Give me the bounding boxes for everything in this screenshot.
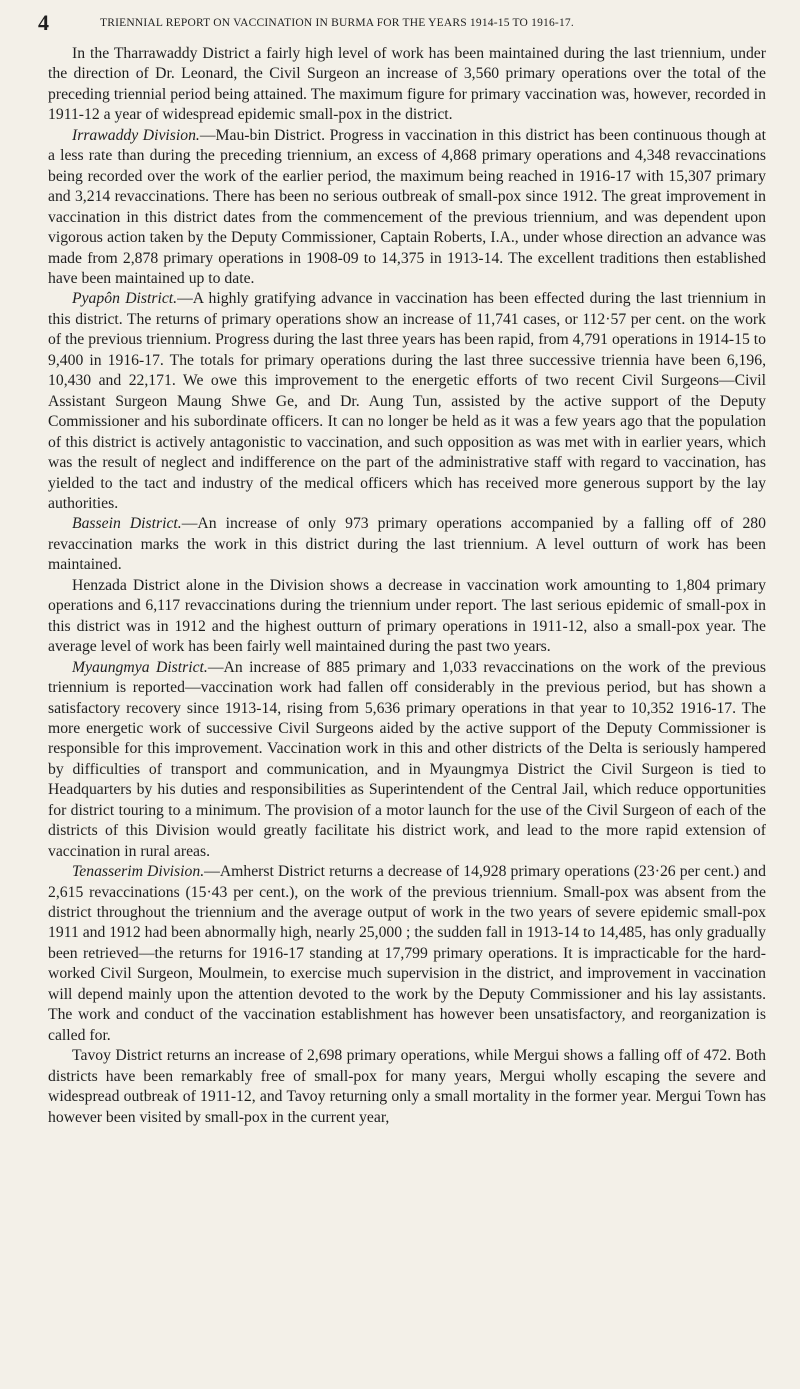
paragraph-pyapon [48, 289, 766, 514]
paragraph-text: In the Tharrawaddy District a fairly high level of work has been maintained during the last triennium, under the direction of Dr. Leonard, the Civil Surgeon an increase of 3,560 primary operations over the total of the preceding triennial period being attained. The maximum figure for primary vaccination was, however, recorded in 1911-12 a year of widespread epidemic small-pox in the district. [48, 45, 766, 124]
body-text [48, 44, 766, 1128]
paragraph-maubin [48, 126, 766, 290]
section-heading: Irrawaddy Division. [72, 126, 200, 144]
section-heading: Tenasserim Division. [72, 863, 205, 881]
paragraph-text: —Amherst District returns a decrease of 14,928 primary operations (23·26 per cent.) and 2,615 revaccinations (15·43 per cent.), on the work of the previous triennium. Small-pox was absent from the district throughout the triennium and the average output of work in the two years of severe epidemic small-pox 1911 and 1912 had been abnormally high, nearly 25,000 ; the sudden fall in 1913-14 to 14,485, has only gradually been retrieved—the returns for 1916-17 standing at 17,799 primary operations. It is impracticable for the hard-worked Civil Surgeon, Moulmein, to exercise much supervision in the district, and improvement in vaccination will depend mainly upon the attention devoted to the work by the Deputy Commissioner and his lay assistants. The work and conduct of the vaccination establishment has however been unsatisfactory, and reorganization is called for. [48, 863, 766, 1044]
paragraph-amherst [48, 862, 766, 1046]
paragraph-myaungmya [48, 658, 766, 863]
paragraph-bassein [48, 514, 766, 575]
page-header [38, 10, 768, 38]
paragraph-henzada [48, 576, 766, 658]
section-heading: Pyapôn District. [72, 290, 178, 308]
paragraph-text: —Mau-bin District. Progress in vaccination in this district has been continuous though at a less rate than during the preceding triennium, an excess of 4,868 primary operations and 4,348 revaccinations being recorded over the work of the earlier period, the maximum being reached in 1916-17 with 15,307 primary and 3,214 revaccinations. There has been no serious outbreak of small-pox since 1912. The great improvement in vaccination in this district dates from the commencement of the previous triennium, and was dependent upon vigorous action taken by the Deputy Commissioner, Captain Roberts, I.A., under whose direction an advance was made from 2,878 primary operations in 1908-09 to 14,375 in 1913-14. The excellent traditions then established have been maintained up to date. [48, 126, 766, 287]
paragraph-text: Tavoy District returns an increase of 2,698 primary operations, while Mergui shows a falling off of 472. Both districts have been remarkably free of small-pox for many years, Mergui wholly escaping the severe and widespread outbreak of 1911-12, and Tavoy returning only a small mortality in the former year. Mergui Town has however been visited by small-pox in the current year, [48, 1047, 766, 1126]
page-number: 4 [38, 10, 49, 35]
paragraph-text: —An increase of only 973 primary operations accompanied by a falling off of 280 revaccination marks the work in this district during the last triennium. A level outturn of work has been maintained. [48, 515, 766, 574]
paragraph-text: Henzada District alone in the Division shows a decrease in vaccination work amounting to 1,804 primary operations and 6,117 revaccinations during the triennium under report. The last serious epidemic of small-pox in this district was in 1912 and the highest outturn of primary operations in 1911-12, also a small-pox year. The average level of work has been fairly well maintained during the past two years. [48, 576, 766, 656]
section-heading: Bassein District. [72, 515, 182, 533]
running-title: TRIENNIAL REPORT ON VACCINATION IN BURMA FOR THE YEARS 1914-15 TO 1916-17. [100, 17, 574, 29]
paragraph-tharrawaddy [48, 44, 766, 126]
section-heading: Myaungmya District. [72, 658, 208, 676]
paragraph-text: —An increase of 885 primary and 1,033 revaccinations on the work of the previous triennium is reported—vaccination work had fallen off considerably in the previous period, but has shown a satisfactory recovery since 1913-14, rising from 5,636 primary operations in that year to 10,352 1916-17. The more energetic work of successive Civil Surgeons aided by the active support of the Deputy Commissioner is responsible for this improvement. Vaccination work in this and other districts of the Delta is seriously hampered by difficulties of transport and communication, and in Myaungmya District the Civil Surgeon is tied to Headquarters by his duties and responsibilities as Superintendent of the Central Jail, which reduce opportunities for district touring to a minimum. The provision of a motor launch for the use of the Civil Surgeon of each of the districts of this Division would greatly facilitate his district work, and lead to the more rapid extension of vaccination in rural areas. [48, 658, 766, 860]
paragraph-text: —A highly gratifying advance in vaccination has been effected during the last triennium in this district. The returns of primary operations show an increase of 11,741 cases, or 112·57 per cent. on the work of the previous triennium. Progress during the last three years has been rapid, from 4,791 operations in 1914-15 to 9,400 in 1916-17. The totals for primary operations during the last three successive triennia have been 6,196, 10,430 and 22,171. We owe this improvement to the energetic efforts of two recent Civil Surgeons—Civil Assistant Surgeon Maung Shwe Ge, and Dr. Aung Tun, assisted by the active support of the Deputy Commissioner and his subordinate officers. It can no longer be held as it was a few years ago that the population of this district is actively antagonistic to vaccination, and such opposition as was met with in earlier years, which was the result of neglect and indifference on the part of the administrative staff with regard to vaccination, has yielded to the tact and industry of the medical officers which has received more generous support by the lay authorities. [48, 290, 766, 512]
paragraph-tavoy-mergui [48, 1046, 766, 1128]
